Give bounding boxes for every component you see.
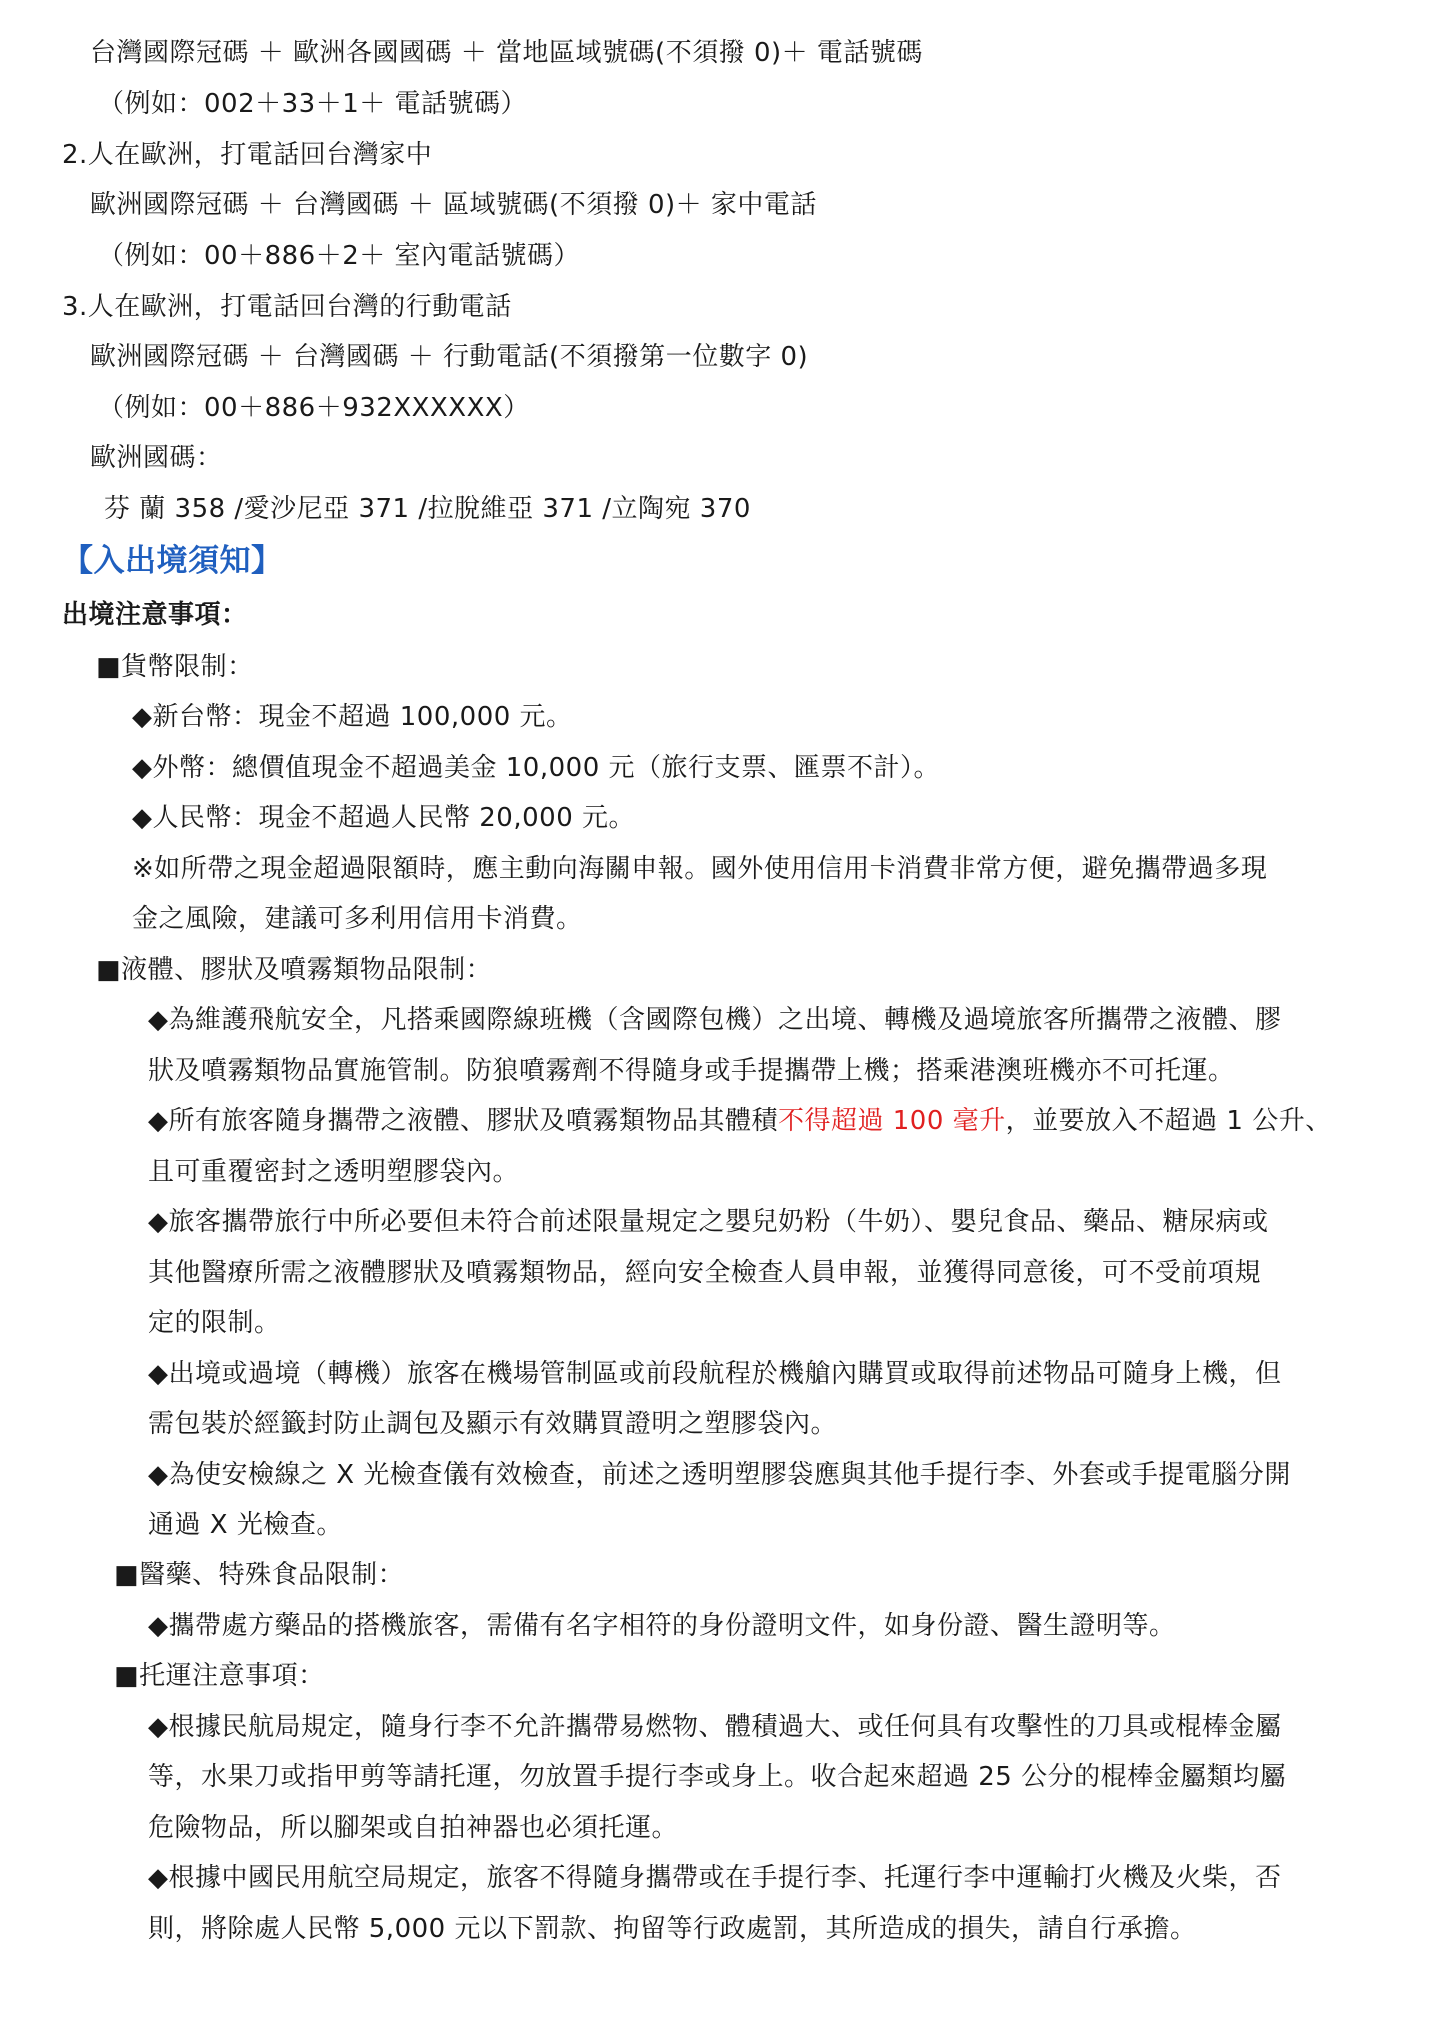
phone-section2-example: （例如：00＋886＋2＋ 室內電話號碼）	[98, 241, 581, 271]
currency-heading: ■貨幣限制：	[96, 652, 254, 682]
departure-heading: 出境注意事項：	[62, 600, 248, 630]
phone-section3-formula: 歐洲國際冠碼 ＋ 台灣國碼 ＋ 行動電話(不須撥第一位數字 0)	[90, 342, 809, 372]
checkin-p1-line-2: 等，水果刀或指甲剪等請托運，勿放置手提行李或身上。收合起來超過 25 公分的棍棒金屬類均屬	[148, 1762, 1287, 1792]
liquids-p2-text-b: ，並要放入不超過 1 公升、	[1005, 1106, 1332, 1136]
phone-example-taiwan-to-europe: （例如：002＋33＋1＋ 電話號碼）	[98, 89, 528, 119]
liquids-p3-line-1: ◆旅客攜帶旅行中所必要但未符合前述限量規定之嬰兒奶粉（牛奶）、嬰兒食品、藥品、糖尿病或	[148, 1207, 1269, 1237]
phone-section2-title: 2.人在歐洲，打電話回台灣家中	[62, 140, 433, 170]
liquids-p4-line-2: 需包裝於經籤封防止調包及顯示有效購買證明之塑膠袋內。	[148, 1409, 838, 1439]
phone-formula-taiwan-to-europe: 台灣國際冠碼 ＋ 歐洲各國國碼 ＋ 當地區域號碼(不須撥 0)＋ 電話號碼	[90, 38, 923, 68]
liquids-p1-line-2: 狀及噴霧類物品實施管制。防狼噴霧劑不得隨身或手提攜帶上機；搭乘港澳班機亦不可托運。	[148, 1056, 1235, 1086]
phone-section2-formula: 歐洲國際冠碼 ＋ 台灣國碼 ＋ 區域號碼(不須撥 0)＋ 家中電話	[90, 190, 817, 220]
liquids-p4-line-1: ◆出境或過境（轉機）旅客在機場管制區或前段航程於機艙內購買或取得前述物品可隨身上機，但	[148, 1359, 1282, 1389]
country-codes-label: 歐洲國碼：	[90, 443, 223, 473]
currency-foreign: ◆外幣：總價值現金不超過美金 10,000 元（旅行支票、匯票不計）。	[132, 753, 940, 783]
checkin-p2-line-2: 則，將除處人民幣 5,000 元以下罰款、拘留等行政處罰，其所造成的損失，請自行承擔。	[148, 1914, 1197, 1944]
phone-section3-title: 3.人在歐洲，打電話回台灣的行動電話	[62, 292, 512, 322]
liquids-p2-text-a: ◆所有旅客隨身攜帶之液體、膠狀及噴霧類物品其體積	[148, 1106, 778, 1136]
notice-title: 【入出境須知】	[62, 543, 283, 579]
liquids-p3-line-2: 其他醫療所需之液體膠狀及噴霧類物品，經向安全檢查人員申報，並獲得同意後，可不受前項規	[148, 1258, 1262, 1288]
liquids-p2-line-1	[148, 1104, 1332, 1138]
checkin-p1-line-3: 危險物品，所以腳架或自拍神器也必須托運。	[148, 1813, 679, 1843]
liquids-p1-line-1: ◆為維護飛航安全，凡搭乘國際線班機（含國際包機）之出境、轉機及過境旅客所攜帶之液體、膠	[148, 1005, 1282, 1035]
checkin-p2-line-1: ◆根據中國民用航空局規定，旅客不得隨身攜帶或在手提行李、托運行李中運輸打火機及火柴，否	[148, 1863, 1282, 1893]
medicine-p1: ◆攜帶處方藥品的搭機旅客，需備有名字相符的身份證明文件，如身份證、醫生證明等。	[148, 1611, 1176, 1641]
currency-rmb: ◆人民幣：現金不超過人民幣 20,000 元。	[132, 803, 635, 833]
liquids-heading: ■液體、膠狀及噴霧類物品限制：	[96, 955, 493, 985]
liquids-p5-line-1: ◆為使安檢線之 X 光檢查儀有效檢查，前述之透明塑膠袋應與其他手提行李、外套或手提電腦分開	[148, 1460, 1291, 1490]
liquids-p2-line-2: 且可重覆密封之透明塑膠袋內。	[148, 1157, 520, 1187]
liquids-p3-line-3: 定的限制。	[148, 1308, 281, 1338]
currency-ntd: ◆新台幣：現金不超過 100,000 元。	[132, 702, 573, 732]
currency-note-line-1: ※如所帶之現金超過限額時，應主動向海關申報。國外使用信用卡消費非常方便，避免攜帶過多現	[132, 854, 1268, 884]
checkin-heading: ■托運注意事項：	[114, 1661, 325, 1691]
liquids-p5-line-2: 通過 X 光檢查。	[148, 1510, 343, 1540]
currency-note-line-2: 金之風險，建議可多利用信用卡消費。	[132, 904, 583, 934]
checkin-p1-line-1: ◆根據民航局規定，隨身行李不允許攜帶易燃物、體積過大、或任何具有攻擊性的刀具或棍棒金屬	[148, 1712, 1282, 1742]
liquids-volume-limit-highlight: 不得超過 100 毫升	[778, 1106, 1006, 1136]
phone-section3-example: （例如：00＋886＋932XXXXXX）	[98, 393, 530, 423]
country-codes-list: 芬 蘭 358 /愛沙尼亞 371 /拉脫維亞 371 /立陶宛 370	[104, 494, 751, 524]
medicine-heading: ■醫藥、特殊食品限制：	[114, 1560, 405, 1590]
